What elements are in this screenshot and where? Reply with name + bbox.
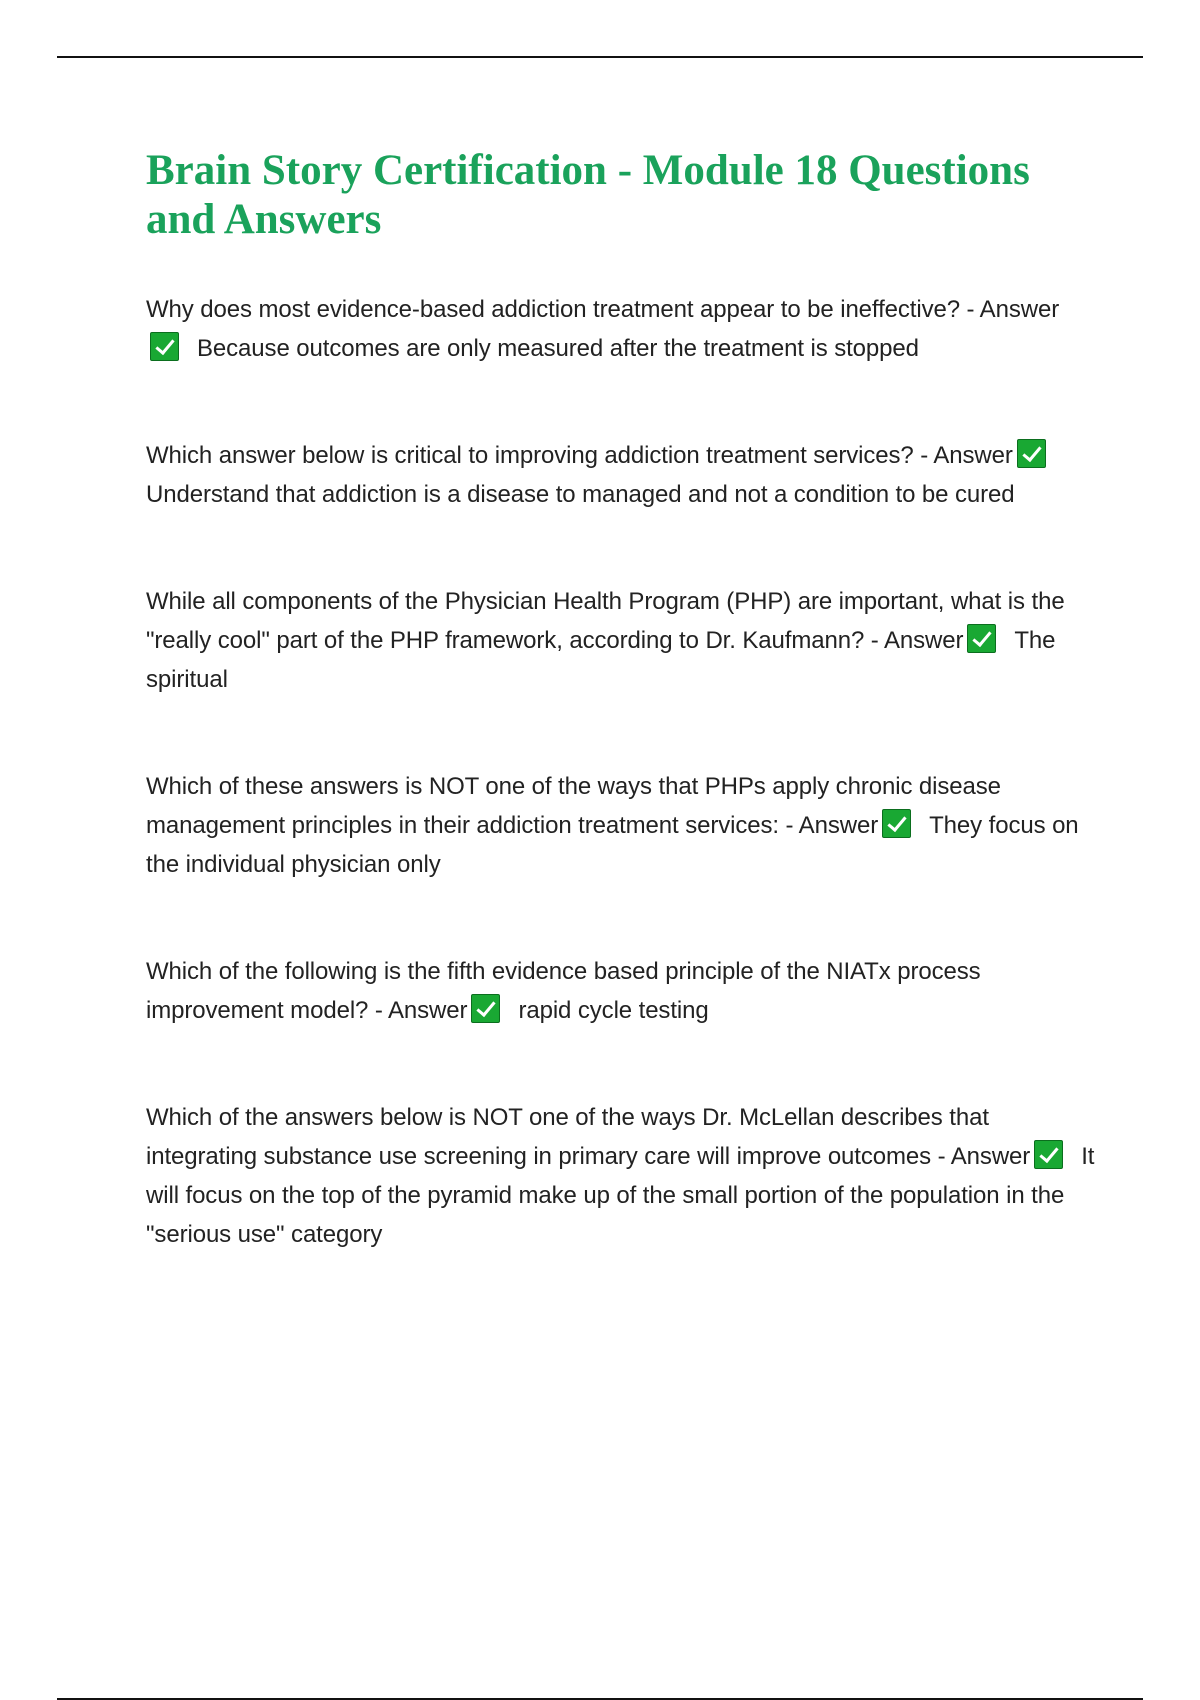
question-text: Which of the following is the fifth evidence based principle of the NIATx process improvement model? - Answer (146, 958, 981, 1024)
document-title: Brain Story Certification - Module 18 Questions and Answers (146, 147, 1030, 243)
question-text: While all components of the Physician Health Program (PHP) are important, what is the "really cool" part of the PHP framework, according to Dr. Kaufmann? - Answer (146, 588, 1065, 654)
qa-item-2 (146, 436, 1096, 514)
answer-text: It will focus on the top of the pyramid make up of the small portion of the population in the "serious use" category (146, 1143, 1095, 1248)
document-body (146, 146, 1096, 1322)
check-icon (150, 332, 179, 361)
answer-text: They focus on the individual physician only (146, 812, 1079, 878)
qa-item-4 (146, 767, 1096, 884)
qa-item-1 (146, 290, 1096, 368)
top-divider (57, 56, 1143, 58)
question-text: Which of these answers is NOT one of the ways that PHPs apply chronic disease management principles in their addiction treatment services: - Answer (146, 773, 1001, 839)
check-icon (882, 809, 911, 838)
answer-text: The spiritual (146, 627, 1056, 693)
answer-text: Because outcomes are only measured after the treatment is stopped (197, 335, 919, 362)
question-text: Which answer below is critical to improving addiction treatment services? - Answer (146, 442, 1013, 469)
question-text: Which of the answers below is NOT one of the ways Dr. McLellan describes that integrating substance use screening in primary care will improve outcomes - Answer (146, 1104, 1031, 1170)
qa-item-5 (146, 952, 1096, 1030)
question-text: Why does most evidence-based addiction treatment appear to be ineffective? - Answer (146, 296, 1060, 323)
qa-list (146, 290, 1096, 1254)
check-icon (967, 624, 996, 653)
qa-item-6 (146, 1098, 1096, 1254)
check-icon (1017, 439, 1046, 468)
qa-item-3 (146, 582, 1096, 699)
answer-text: Understand that addiction is a disease to managed and not a condition to be cured (146, 481, 1015, 508)
check-icon (1034, 1140, 1063, 1169)
check-icon (471, 994, 500, 1023)
answer-text: rapid cycle testing (518, 997, 709, 1024)
